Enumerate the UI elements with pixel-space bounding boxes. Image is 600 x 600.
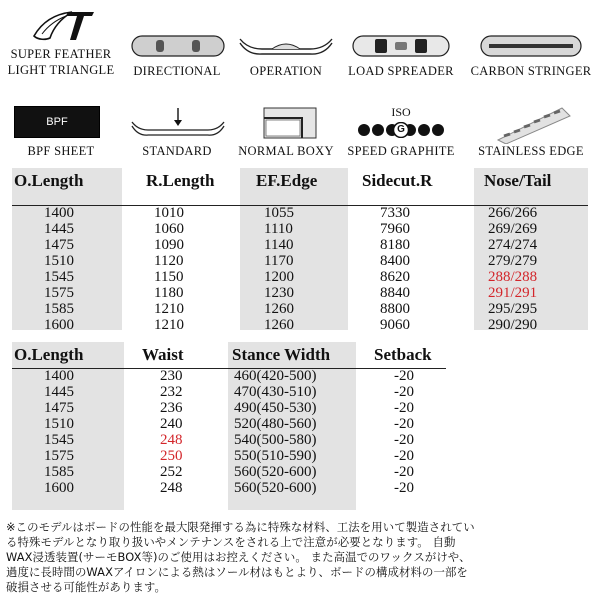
feature-load-spreader-label: LOAD SPREADER [348, 64, 454, 78]
table1-header: Sidecut.R [362, 171, 433, 190]
table1-cell: 1010 [154, 205, 184, 221]
table1-row [12, 237, 588, 253]
operation-board-icon [238, 33, 334, 59]
table2-header: Waist [142, 345, 184, 364]
feature-directional-label: DIRECTIONAL [133, 64, 221, 78]
table1-header: R.Length [146, 171, 215, 190]
table2-cell: -20 [394, 368, 414, 384]
table2-cell: -20 [394, 384, 414, 400]
table1-cell: 288/288 [488, 269, 538, 285]
table2-cell: -20 [394, 400, 414, 416]
feature-super-feather-label-2: LIGHT TRIANGLE [7, 63, 115, 77]
table1-row [12, 301, 588, 317]
table1-cell: 1585 [44, 301, 74, 317]
table2-cell: 540(500-580) [234, 432, 317, 448]
bpf-sheet-icon [14, 106, 100, 138]
table2-cell: 1445 [44, 384, 74, 400]
notice-text [6, 520, 596, 595]
super-feather-logo-icon [28, 4, 98, 44]
notice-line: WAX浸透装置(サーモBOX等)のご使用はお控えください。 また高温でのワックスがけや、 [6, 550, 471, 564]
table2-row [12, 368, 446, 384]
feature-stainless-edge-label: STAINLESS EDGE [478, 144, 584, 158]
table2-row [12, 448, 446, 464]
table2-cell: 520(480-560) [234, 416, 317, 432]
feature-speed-graphite-label: SPEED GRAPHITE [347, 144, 455, 158]
iso-label: ISO [391, 105, 411, 119]
feature-standard [122, 100, 232, 162]
feature-normal-boxy [232, 100, 340, 162]
table2-row [12, 432, 446, 448]
bpf-badge: BPF [46, 116, 68, 128]
table1-cell: 1200 [264, 269, 294, 285]
graphite-badge: G [397, 124, 405, 135]
table2-row [12, 416, 446, 432]
table1-header: Nose/Tail [484, 171, 552, 190]
table1-cell: 269/269 [488, 221, 538, 237]
table1-cell: 1210 [154, 317, 184, 333]
table1-cell: 291/291 [488, 285, 538, 301]
table2-cell: 232 [160, 384, 183, 400]
feature-bpf-sheet [0, 100, 122, 162]
table1-cell: 1400 [44, 205, 74, 221]
feature-operation-label: OPERATION [249, 64, 323, 78]
table2-cell: 490(450-530) [234, 400, 317, 416]
table2-cell: -20 [394, 448, 414, 464]
table1-cell: 8840 [380, 285, 410, 301]
table2-cell: 248 [160, 432, 183, 448]
table1-row [12, 269, 588, 285]
load-spreader-board-icon [351, 33, 451, 59]
table2-row [12, 384, 446, 400]
table1-cell: 1260 [264, 317, 294, 333]
table1-cell: 1170 [264, 253, 294, 269]
table2-cell: 252 [160, 464, 183, 480]
table1-cell: 9060 [380, 317, 410, 333]
normal-boxy-icon [262, 104, 322, 142]
table1-cell: 279/279 [488, 253, 538, 269]
feature-carbon-stringer-label: CARBON STRINGER [470, 64, 592, 78]
table1-cell: 290/290 [488, 317, 538, 333]
table1-cell: 266/266 [488, 205, 538, 221]
table1-cell: 7330 [380, 205, 410, 221]
table2-row [12, 464, 446, 480]
feature-stainless-edge [462, 100, 600, 162]
table2-header: Stance Width [232, 345, 331, 364]
table2-cell: 550(510-590) [234, 448, 317, 464]
standard-camber-icon [130, 106, 226, 140]
table1-cell: 1575 [44, 285, 74, 301]
table2-cell: 1575 [44, 448, 74, 464]
table2-cell: 240 [160, 416, 183, 432]
table2-cell: 1585 [44, 464, 74, 480]
table1-cell: 1260 [264, 301, 294, 317]
table1-row [12, 317, 588, 333]
table1-cell: 8620 [380, 269, 410, 285]
notice-line: 破損させる可能性があります。 [6, 580, 166, 594]
table2-cell: 1400 [44, 368, 74, 384]
directional-board-icon [130, 33, 226, 59]
table2-cell: 250 [160, 448, 183, 464]
table1-cell: 1150 [154, 269, 184, 285]
table1-cell: 274/274 [488, 237, 538, 253]
table2-cell: 1600 [44, 480, 74, 496]
table1-cell: 1180 [154, 285, 184, 301]
table2-cell: 230 [160, 368, 183, 384]
stainless-edge-icon [494, 104, 574, 144]
feature-super-feather-label-1: SUPER FEATHER [10, 47, 112, 61]
table2-cell: 470(430-510) [234, 384, 317, 400]
table2-cell: -20 [394, 480, 414, 496]
table1 [12, 168, 588, 333]
table2-cell: 560(520-600) [234, 464, 317, 480]
notice-line: る特殊モデルとなり取り扱いやメンテナンスをされる上で注意が必要となります。 自動 [6, 535, 456, 549]
table2-cell: 236 [160, 400, 183, 416]
table2 [12, 342, 446, 496]
table1-cell: 1120 [154, 253, 184, 269]
table2-header-row [12, 342, 446, 368]
table1-header-row [12, 168, 588, 194]
table1-cell: 8180 [380, 237, 410, 253]
table2-cell: -20 [394, 464, 414, 480]
feature-directional [122, 0, 232, 85]
table1-row [12, 205, 588, 221]
table2-cell: 560(520-600) [234, 480, 317, 496]
table1-cell: 1140 [264, 237, 294, 253]
table2-cell: 1545 [44, 432, 74, 448]
table1-cell: 295/295 [488, 301, 538, 317]
table2-cell: 1510 [44, 416, 74, 432]
table2-header: O.Length [14, 345, 84, 364]
table2-cell: 248 [160, 480, 183, 496]
feature-super-feather [0, 0, 122, 85]
table1-cell: 1545 [44, 269, 74, 285]
feature-operation [232, 0, 340, 85]
table1-cell: 1060 [154, 221, 184, 237]
table2-cell: -20 [394, 416, 414, 432]
feature-bpf-sheet-label: BPF SHEET [27, 144, 95, 158]
table1-header: O.Length [14, 171, 84, 190]
table1-cell: 1230 [264, 285, 294, 301]
table2-header: Setback [374, 345, 432, 364]
table1-header: EF.Edge [256, 171, 318, 190]
carbon-stringer-board-icon [479, 33, 583, 59]
table1-cell: 8400 [380, 253, 410, 269]
table2-cell: 460(420-500) [234, 368, 317, 384]
super-feather-logo-letter [1, 1, 2, 2]
table1-row [12, 221, 588, 237]
feature-standard-label: STANDARD [142, 144, 212, 158]
table1-cell: 1510 [44, 253, 74, 269]
table2-row [12, 480, 446, 496]
table1-row [12, 253, 588, 269]
table1-cell: 1475 [44, 237, 74, 253]
table2-cell: 1475 [44, 400, 74, 416]
table1-cell: 7960 [380, 221, 410, 237]
table1-cell: 1445 [44, 221, 74, 237]
table1-cell: 1055 [264, 205, 294, 221]
table1-cell: 8800 [380, 301, 410, 317]
table1-cell: 1210 [154, 301, 184, 317]
table1-cell: 1110 [264, 221, 293, 237]
feature-speed-graphite [340, 100, 462, 162]
feature-normal-boxy-label: NORMAL BOXY [238, 144, 334, 158]
table2-row [12, 400, 446, 416]
table2-cell: -20 [394, 432, 414, 448]
table1-cell: 1600 [44, 317, 74, 333]
feature-load-spreader [340, 0, 462, 85]
notice-line: ※このモデルはボードの性能を最大限発揮する為に特殊な材料、工法を用いて製造されてい [6, 520, 475, 534]
notice-line: 過度に長時間のWAXアイロンによる熱はソール材はもとより、ボードの構成材料の一部を [6, 565, 468, 579]
table1-cell: 1090 [154, 237, 184, 253]
feature-carbon-stringer [462, 0, 600, 85]
table1-row [12, 285, 588, 301]
